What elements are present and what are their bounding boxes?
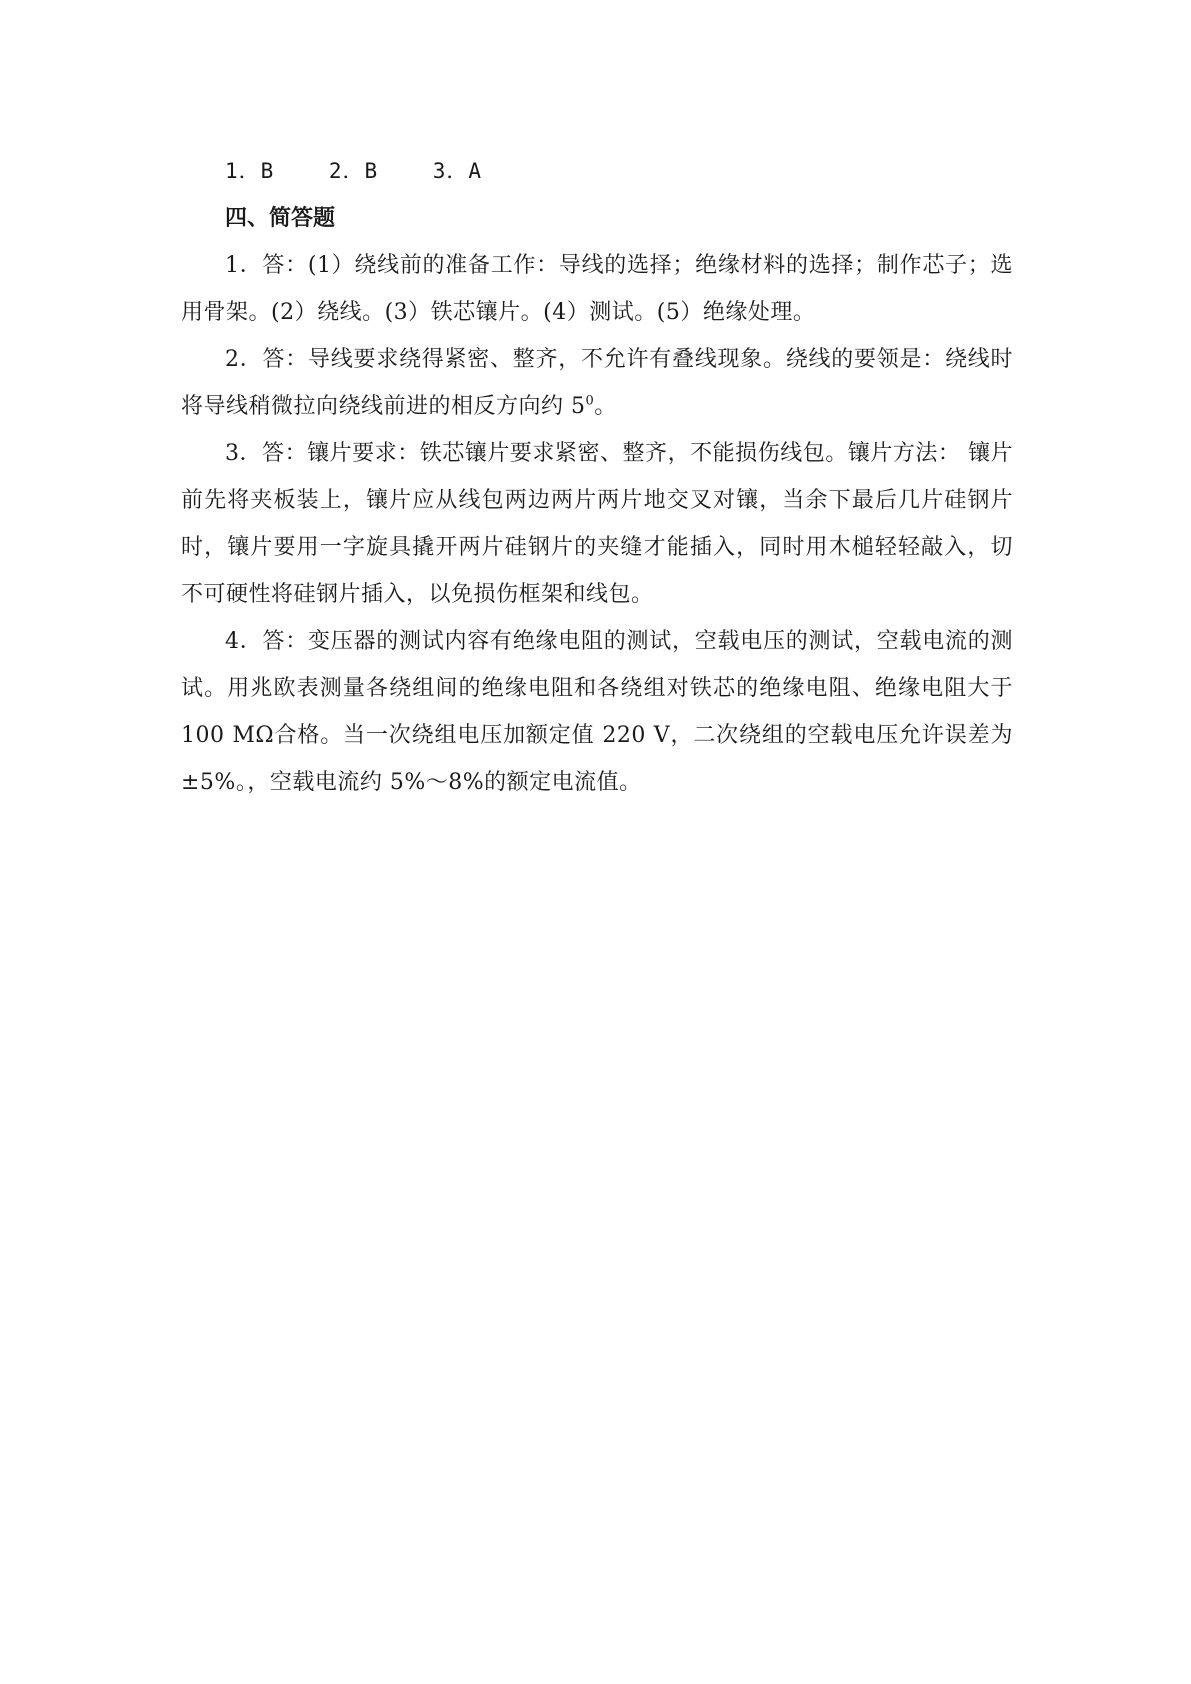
answer-paragraph-4 [181,618,1013,806]
section-heading: 四、简答题 [225,206,336,231]
answer-paragraph-2 [181,336,1013,430]
answer-4-text: 4．答：变压器的测试内容有绝缘电阻的测试，空载电压的测试，空载电流的测试。用兆欧表测量各绕组间的绝缘电阻和各绕组对铁芯的绝缘电阻、绝缘电阻大于 100 MΩ合格。当一次绕组电压加额定值 220 V，二次绕组的空载电压允许误差为 ±5%。，空载电流约 5%～8%的额定电流值。 [181,629,1013,795]
answer-1-text: 1．答：(1）绕线前的准备工作：导线的选择；绝缘材料的选择；制作芯子；选用骨架。(2）绕线。(3）铁芯镶片。(4）测试。(5）绝缘处理。 [181,253,1013,325]
answer-2-text: 2．答：导线要求绕得紧密、整齐，不允许有叠线现象。绕线的要领是：绕线时将导线稍微拉向绕线前进的相反方向约 5 [181,347,1013,419]
answer-3-text: 3．答：镶片要求：铁芯镶片要求紧密、整齐，不能损伤线包。镶片方法： 镶片前先将夹板装上，镶片应从线包两边两片两片地交叉对镶，当余下最后几片硅钢片时，镶片要用一字旋具撬开两片硅钢片的夹缝才能插入，同时用木槌轻轻敲入，切不可硬性将硅钢片插入，以免损伤框架和线包。 [181,441,1013,607]
multiple-choice-answers: 1．B 2．B 3．A [225,159,483,183]
answer-2-tail: 。 [594,394,617,419]
degree-superscript: 0 [585,393,595,409]
answer-paragraph-1 [181,242,1013,336]
answer-paragraph-3 [181,430,1013,618]
page-content [181,150,1013,806]
